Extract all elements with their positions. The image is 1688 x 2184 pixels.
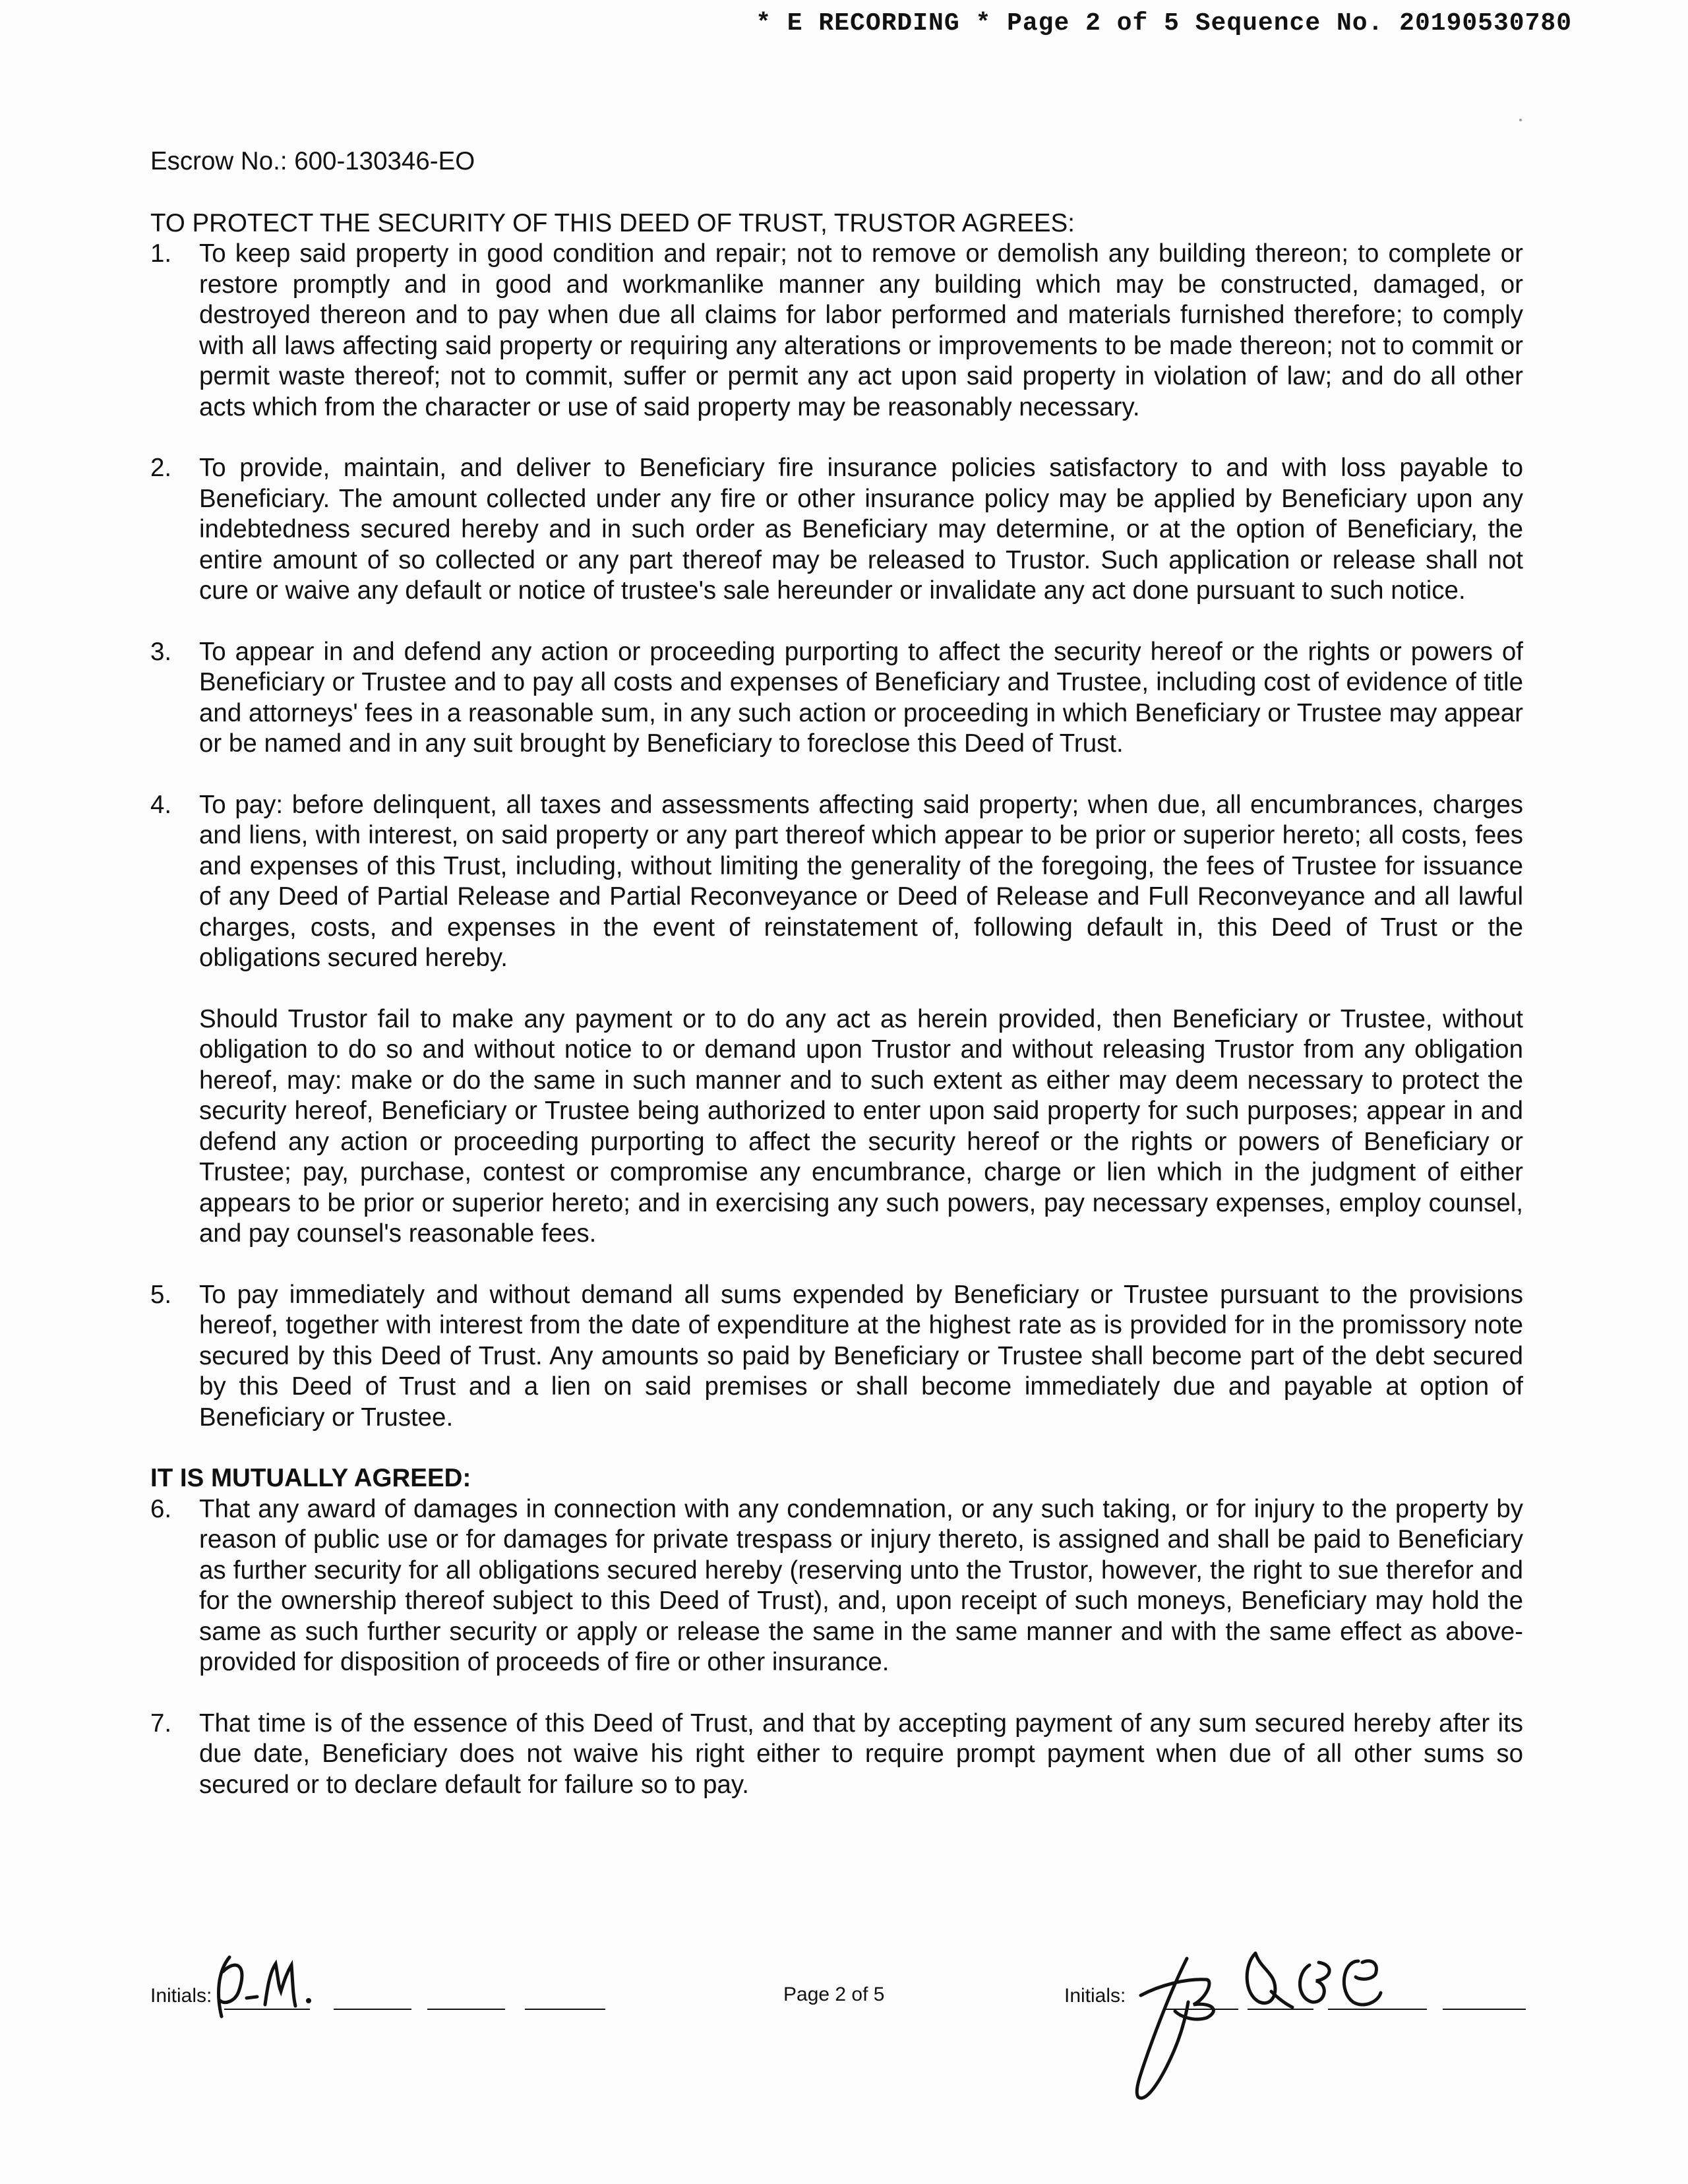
- right-initials-signature: [1114, 1939, 1404, 2110]
- page-footer: [0, 1945, 1688, 2110]
- right-initials-line-1: [1166, 2009, 1238, 2010]
- clause-paragraph: To pay: before delinquent, all taxes and assessments affecting said property; when due, all encumbrances, charges and liens, with interest, on said property or any part thereof which appear to be prior or superior hereto; all costs, fees and expenses of this Trust, including, without limiting the generality of the foregoing, the fees of Trustee for issuance of any Deed of Partial Release and Partial Reconveyance or Deed of Release and Full Reconveyance and all lawful charges, costs, and expenses in the event of reinstatement of, following default in, this Deed of Trust or the obligations secured hereby.: [199, 790, 1523, 972]
- recording-header: * E RECORDING * Page 2 of 5 Sequence No. 20190530780: [756, 9, 1572, 38]
- trustor-agrees-heading: TO PROTECT THE SECURITY OF THIS DEED OF TRUST, TRUSTOR AGREES:: [150, 208, 1075, 237]
- clause-paragraph: To keep said property in good condition and repair; not to remove or demolish any building thereon; to complete or restore promptly and in good and workmanlike manner any building which may be constructed, damaged, or destroyed thereon and to pay when due all claims for labor performed and materials furnished therefore; to comply with all laws affecting said property or requiring any alterations or improvements to be made thereon; not to commit or permit waste thereof; not to commit, suffer or permit any act upon said property in violation of law; and do all other acts which from the character or use of said property may be reasonably necessary.: [199, 239, 1523, 421]
- left-initials-line-1: [224, 2009, 310, 2010]
- right-initials-label: Initials:: [1064, 1985, 1126, 2007]
- left-initials-line-2: [334, 2009, 411, 2010]
- clause-body: [199, 790, 1523, 1250]
- left-initials-line-4: [525, 2009, 605, 2010]
- clause-paragraph: To pay immediately and without demand all sums expended by Beneficiary or Trustee pursuant to the provisions hereof, together with interest from the date of expenditure at the highest rate as is provided for in the promissory note secured by this Deed of Trust. Any amounts so paid by Beneficiary or Trustee shall become part of the debt secured by this Deed of Trust and a lien on said premises or shall become immediately due and payable at option of Beneficiary or Trustee.: [199, 1280, 1523, 1432]
- clause-paragraph: That time is of the essence of this Deed of Trust, and that by accepting payment of any sum secured hereby after its due date, Beneficiary does not waive his right either to require prompt payment when due of all other sums so secured or to declare default for failure so to pay.: [199, 1709, 1523, 1799]
- clause-item: [150, 1709, 1523, 1801]
- right-initials-line-2: [1248, 2009, 1313, 2010]
- clause-item: [150, 1494, 1523, 1678]
- scan-speck: [1519, 119, 1522, 121]
- clause-item: [150, 1280, 1523, 1434]
- page-number: Page 2 of 5: [783, 1984, 885, 2005]
- right-initials-line-4: [1443, 2009, 1526, 2010]
- clause-body: [199, 239, 1523, 423]
- left-initials-line-3: [427, 2009, 505, 2010]
- left-initials-signature: [210, 1945, 322, 2024]
- left-initials-label: Initials:: [150, 1985, 212, 2007]
- clause-body: [199, 453, 1523, 607]
- clause-number: 4.: [150, 790, 172, 819]
- clause-body: [199, 637, 1523, 760]
- right-initials-line-3: [1328, 2009, 1427, 2010]
- clause-item: [150, 790, 1523, 1250]
- clause-number: 3.: [150, 637, 172, 666]
- clause-item: [150, 637, 1523, 760]
- clause-body: [199, 1280, 1523, 1434]
- mutually-agreed-heading: IT IS MUTUALLY AGREED:: [150, 1464, 471, 1492]
- clause-number: 2.: [150, 454, 172, 482]
- clause-body: [199, 1494, 1523, 1678]
- trustor-covenants-list: [150, 239, 1523, 1433]
- clause-number: 5.: [150, 1280, 172, 1309]
- clause-number: 1.: [150, 239, 172, 268]
- clause-item: [150, 453, 1523, 607]
- clause-body: [199, 1709, 1523, 1801]
- clause-paragraph: To appear in and defend any action or proceeding purporting to affect the security hereof or the rights or powers of Beneficiary or Trustee and to pay all costs and expenses of Beneficiary and Trustee, including cost of evidence of title and attorneys' fees in a reasonable sum, in any such action or proceeding in which Beneficiary or Trustee may appear or be named and in any suit brought by Beneficiary to foreclose this Deed of Trust.: [199, 637, 1523, 758]
- mutual-agreements-list: [150, 1494, 1523, 1801]
- clause-number: 7.: [150, 1709, 172, 1738]
- clause-number: 6.: [150, 1494, 172, 1523]
- clause-paragraph: Should Trustor fail to make any payment or to do any act as herein provided, then Beneficiary or Trustee, without obligation to do so and without notice to or demand upon Trustor and without releasing Trustor from any obligation hereof, may: make or do the same in such manner and to such extent as either may deem necessary to protect the security hereof, Beneficiary or Trustee being authorized to enter upon said property for such purposes; appear in and defend any action or proceeding purporting to affect the security hereof or the rights or powers of Beneficiary or Trustee; pay, purchase, contest or compromise any encumbrance, charge or lien which in the judgment of either appears to be prior or superior hereto; and in exercising any such powers, pay necessary expenses, employ counsel, and pay counsel's reasonable fees.: [199, 1004, 1523, 1248]
- document-body: [150, 146, 1523, 1800]
- escrow-number: Escrow No.: 600-130346-EO: [150, 147, 475, 175]
- clause-paragraph: To provide, maintain, and deliver to Beneficiary fire insurance policies satisfactory to and with loss payable to Beneficiary. The amount collected under any fire or other insurance policy may be applied by Beneficiary upon any indebtedness secured hereby and in such order as Beneficiary may determine, or at the option of Beneficiary, the entire amount of so collected or any part thereof may be released to Trustor. Such application or release shall not cure or waive any default or notice of trustee's sale hereunder or invalidate any act done pursuant to such notice.: [199, 454, 1523, 605]
- clause-item: [150, 239, 1523, 423]
- clause-paragraph: That any award of damages in connection with any condemnation, or any such taking, or for injury to the property by reason of public use or for damages for private trespass or injury thereto, is assigned and shall be paid to Beneficiary as further security for all obligations secured hereby (reserving unto the Trustor, however, the right to sue therefor and for the ownership thereof subject to this Deed of Trust), and, upon receipt of such moneys, Beneficiary may hold the same as such further security or apply or release the same in the same manner and with the same effect as above-provided for disposition of proceeds of fire or other insurance.: [199, 1494, 1523, 1676]
